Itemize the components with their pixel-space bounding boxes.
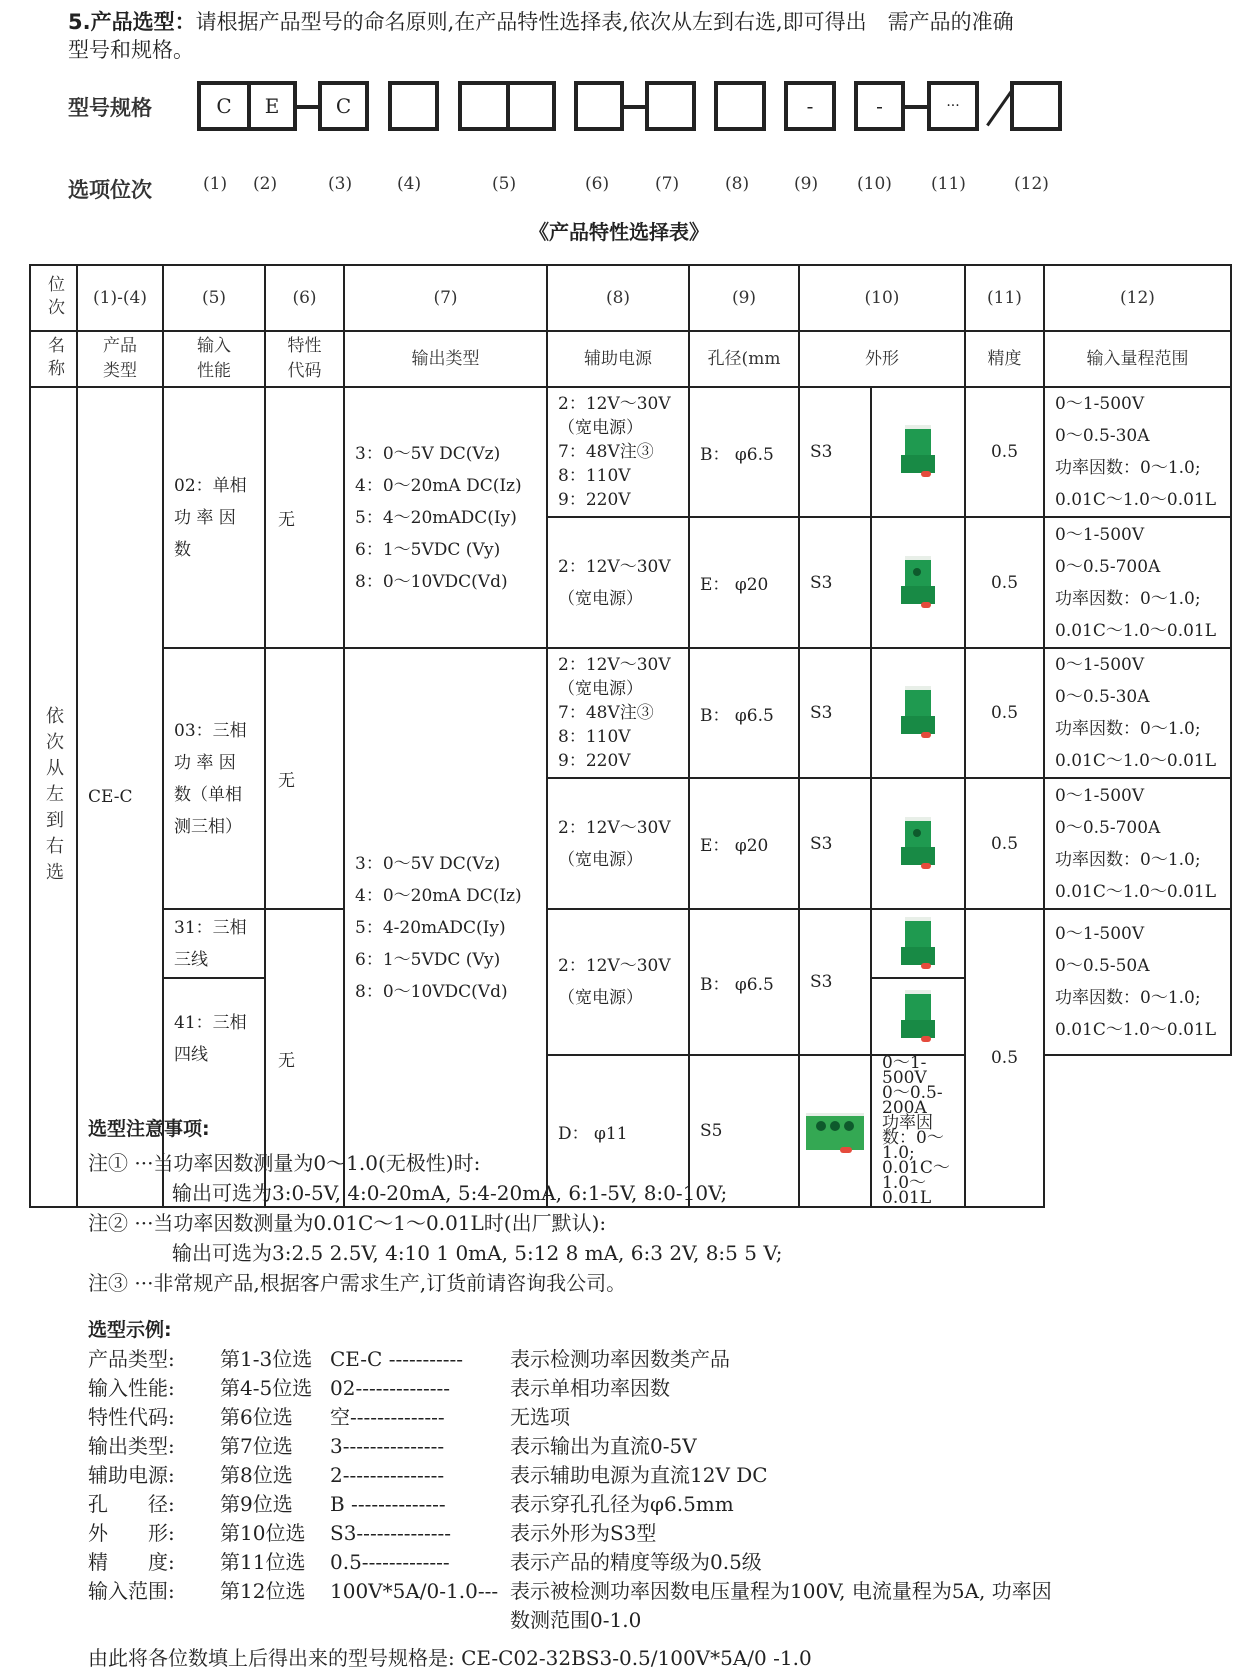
example-v: 2--------------- <box>330 1463 445 1487</box>
range-line: 0～0.5-200A <box>882 1083 943 1118</box>
model-box-8 <box>714 81 766 131</box>
example-d: 表示穿孔孔径为φ6.5mm <box>510 1492 734 1516</box>
device-s3-icon <box>901 917 935 971</box>
model-dash <box>903 105 929 109</box>
header-row-names <box>30 331 1231 387</box>
model-box-7 <box>645 81 696 131</box>
example-p: 第10位选 <box>220 1521 306 1545</box>
position-10: (10) <box>857 174 892 194</box>
header-row-positions <box>30 265 1231 331</box>
shape-image <box>871 978 965 1055</box>
input-performance-31 <box>163 909 265 978</box>
model-label: 型号规格 <box>68 96 152 120</box>
input-line: 测三相） <box>174 816 242 837</box>
input-line: 41：三相 <box>174 1013 247 1033</box>
input-range <box>871 1055 965 1207</box>
example-k: 输入性能: <box>88 1376 175 1400</box>
hole-diameter: B： φ6.5 <box>689 387 799 517</box>
range-line: 0～1-500V <box>1055 785 1145 806</box>
example-d: 表示检测功率因数类产品 <box>510 1347 730 1371</box>
model-box-10: - <box>854 81 905 131</box>
aux-power <box>547 648 689 778</box>
example-continuation: 数测范围0-1.0 <box>510 1608 642 1632</box>
range-line: 功率因数：0～1.0; <box>1055 588 1201 609</box>
example-k: 孔 径: <box>88 1492 175 1516</box>
example-k: 外 形: <box>88 1521 175 1545</box>
shape-image <box>871 517 965 648</box>
product-type: CE-C <box>77 387 163 1207</box>
header-cell: 输出类型 <box>344 331 547 387</box>
example-v: 02-------------- <box>330 1376 451 1400</box>
example-p: 第12位选 <box>220 1579 306 1603</box>
output-option: 4：0～20mA DC(Iz) <box>355 885 522 906</box>
device-s5-icon <box>800 1107 870 1155</box>
example-d: 无选项 <box>510 1405 570 1429</box>
example-p: 第8位选 <box>220 1463 293 1487</box>
input-line: 03：三相 <box>174 720 247 741</box>
position-6: (6) <box>585 174 610 194</box>
feature-code: 无 <box>265 648 344 909</box>
output-option: 8：0～10VDC(Vd) <box>355 981 508 1002</box>
model-box-4 <box>388 81 439 131</box>
example-d: 表示产品的精度等级为0.5级 <box>510 1550 762 1574</box>
range-line: 0～1-500V <box>1055 524 1145 545</box>
example-d: 表示输出为直流0-5V <box>510 1434 697 1458</box>
output-option: 5：4～20mADC(Iy) <box>355 507 517 528</box>
hole-diameter: B： φ6.5 <box>689 909 799 1055</box>
power-option: （宽电源） <box>558 988 643 1008</box>
device-s3-icon <box>901 817 935 871</box>
note-3: 注③ ···非常规产品,根据客户需求生产,订货前请咨询我公司。 <box>88 1271 627 1295</box>
input-line: 数 <box>174 539 191 560</box>
example-p: 第11位选 <box>220 1550 306 1574</box>
hole-diameter: E： φ20 <box>689 778 799 909</box>
output-option: 3：0～5V DC(Vz) <box>355 443 501 464</box>
power-option: 2：12V～30V <box>558 655 671 675</box>
position-8: (8) <box>725 174 750 194</box>
range-line: 0～1-500V <box>1055 655 1145 675</box>
model-box-11: ··· <box>927 81 979 131</box>
range-line: 功率因数：0～1.0; <box>1055 719 1201 739</box>
header-cell: (12) <box>1044 265 1231 331</box>
example-v: S3-------------- <box>330 1521 452 1545</box>
input-line: 数（单相 <box>174 784 242 805</box>
output-option: 6：1～5VDC (Vy) <box>355 539 501 560</box>
header-cell: 产品类型 <box>77 331 163 387</box>
output-option: 6：1～5VDC (Vy) <box>355 949 501 970</box>
intro-text-2: 型号和规格。 <box>68 38 194 62</box>
power-option: 2：12V～30V <box>558 556 671 577</box>
model-dash <box>295 105 319 109</box>
shape-code: S3 <box>799 909 871 1055</box>
range-line: 0～0.5-700A <box>1055 556 1161 577</box>
example-row <box>88 1577 1052 1606</box>
device-s3-icon <box>901 425 935 479</box>
range-line: 功率因数：0～1.0; <box>1055 458 1201 478</box>
table-caption: 《产品特性选择表》 <box>529 220 709 244</box>
power-option: 9：220V <box>558 751 631 771</box>
shape-image <box>871 909 965 978</box>
position-12: (12) <box>1014 174 1049 194</box>
note-2: 注② ···当功率因数测量为0.01C～1～0.01L时(出厂默认): <box>88 1211 607 1235</box>
model-box-12 <box>1010 81 1062 131</box>
precision: 0.5 <box>965 387 1044 517</box>
example-row <box>88 1461 1052 1490</box>
note-2-detail: 输出可选为3:2.5 2.5V, 4:10 1 0mA, 5:12 8 mA, 6:3 2V, 8:5 5 V; <box>172 1241 783 1265</box>
header-cell: 特性代码 <box>265 331 344 387</box>
header-cell: 辅助电源 <box>547 331 689 387</box>
example-title: 选型示例: <box>88 1319 172 1341</box>
example-k: 产品类型: <box>88 1347 175 1371</box>
output-option: 8：0～10VDC(Vd) <box>355 571 508 592</box>
notes-section <box>88 1114 783 1298</box>
example-section <box>88 1316 1052 1635</box>
power-option: 2：12V～30V <box>558 956 671 976</box>
header-cell: (1)-(4) <box>77 265 163 331</box>
shape-code: S3 <box>799 517 871 648</box>
precision: 0.5 <box>965 778 1044 909</box>
model-dash <box>622 105 647 109</box>
selection-table <box>29 264 1232 1208</box>
feature-code: 无 <box>265 909 344 1207</box>
input-range <box>1044 387 1231 517</box>
input-range <box>1044 517 1231 648</box>
input-line: 四线 <box>174 1045 208 1065</box>
input-line: 三线 <box>174 949 208 970</box>
example-k: 输入范围: <box>88 1579 175 1603</box>
shape-image <box>871 387 965 517</box>
model-box-9: - <box>784 81 836 131</box>
example-p: 第4-5位选 <box>220 1376 313 1400</box>
position-9: (9) <box>794 174 819 194</box>
header-cell: (10) <box>799 265 965 331</box>
shape-code: S3 <box>799 778 871 909</box>
example-d: 表示辅助电源为直流12V DC <box>510 1463 768 1487</box>
range-line: 0.01C～1.0～0.01L <box>1055 881 1217 902</box>
note-1-detail: 输出可选为3:0-5V, 4:0-20mA, 5:4-20mA, 6:1-5V, 8:0-10V; <box>172 1181 728 1205</box>
power-option: （宽电源） <box>558 588 643 609</box>
header-cell: 位次 <box>30 265 77 331</box>
power-option: 8：110V <box>558 466 631 486</box>
power-option: （宽电源） <box>558 418 643 438</box>
position-2: (2) <box>253 174 278 194</box>
example-v: CE-C ----------- <box>330 1347 464 1371</box>
shape-code: S5 <box>689 1055 799 1207</box>
position-4: (4) <box>397 174 422 194</box>
device-s3-icon <box>901 686 935 740</box>
range-line: 0～1-500V <box>882 1053 927 1088</box>
final-model: 由此将各位数填上后得出来的型号规格是: CE-C02-32BS3-0.5/100V*5A/0 -1.0 <box>88 1646 812 1670</box>
range-line: 0～1-500V <box>1055 924 1145 944</box>
aux-power <box>547 909 689 1055</box>
example-v: 100V*5A/0-1.0--- <box>330 1579 499 1603</box>
example-d: 表示单相功率因数 <box>510 1376 670 1400</box>
intro-heading: 5.产品选型： <box>68 10 196 34</box>
output-option: 4：0～20mA DC(Iz) <box>355 475 522 496</box>
model-box-6 <box>574 81 624 131</box>
precision: 0.5 <box>965 648 1044 778</box>
example-v: 0.5------------- <box>330 1550 450 1574</box>
input-range <box>1044 909 1231 1055</box>
header-cell: 外形 <box>799 331 965 387</box>
example-row <box>88 1403 1052 1432</box>
precision: 0.5 <box>965 909 1044 1207</box>
input-line: 功 率 因 <box>174 507 236 528</box>
example-row <box>88 1432 1052 1461</box>
model-box-5b <box>506 81 556 131</box>
hole-diameter: B： φ6.5 <box>689 648 799 778</box>
range-line: 0～1-500V <box>1055 394 1145 414</box>
aux-power <box>547 778 689 909</box>
range-line: 功率因数：0～1.0; <box>882 1113 944 1163</box>
positions-label: 选项位次 <box>68 178 152 202</box>
example-k: 精 度: <box>88 1550 175 1574</box>
power-option: 9：220V <box>558 490 631 510</box>
example-p: 第7位选 <box>220 1434 293 1458</box>
table-row <box>30 648 1231 778</box>
range-line: 0.01C～1.0～0.01L <box>882 1158 950 1208</box>
example-row <box>88 1374 1052 1403</box>
example-d: 表示被检测功率因数电压量程为100V, 电流量程为5A, 功率因 <box>510 1579 1052 1603</box>
header-cell: (7) <box>344 265 547 331</box>
model-box-2: E <box>247 81 297 131</box>
header-cell: (6) <box>265 265 344 331</box>
intro-text: 请根据产品型号的命名原则,在产品特性选择表,依次从左到右选,即可得出 需产品的准确 <box>195 10 1014 34</box>
input-line: 功 率 因 <box>174 752 236 773</box>
example-row <box>88 1345 1052 1374</box>
range-line: 0.01C～1.0～0.01L <box>1055 1020 1217 1040</box>
output-option: 3：0～5V DC(Vz) <box>355 853 501 874</box>
range-line: 功率因数：0～1.0; <box>1055 988 1201 1008</box>
header-cell: 输入量程范围 <box>1044 331 1231 387</box>
aux-power <box>547 517 689 648</box>
position-5: (5) <box>492 174 517 194</box>
header-cell: (8) <box>547 265 689 331</box>
model-box-3: C <box>318 81 369 131</box>
power-option: 7：48V注③ <box>558 442 654 462</box>
position-3: (3) <box>328 174 353 194</box>
header-cell: 孔径(mm <box>689 331 799 387</box>
range-line: 0～0.5-50A <box>1055 956 1150 976</box>
header-cell: (9) <box>689 265 799 331</box>
position-11: (11) <box>931 174 966 194</box>
range-line: 0.01C～1.0～0.01L <box>1055 620 1217 641</box>
range-line: 0.01C～1.0～0.01L <box>1055 751 1217 771</box>
shape-image <box>799 1055 871 1207</box>
power-option: 8：110V <box>558 727 631 747</box>
example-k: 特性代码: <box>88 1405 175 1429</box>
input-range <box>1044 778 1231 909</box>
shape-code: S3 <box>799 648 871 778</box>
power-option: 2：12V～30V <box>558 394 671 414</box>
feature-code: 无 <box>265 387 344 648</box>
precision: 0.5 <box>965 517 1044 648</box>
table-row <box>30 387 1231 517</box>
example-k: 辅助电源: <box>88 1463 175 1487</box>
side-label: 依次从左到右选 <box>30 387 77 1207</box>
power-option: 2：12V～30V <box>558 817 671 838</box>
range-line: 0.01C～1.0～0.01L <box>1055 490 1217 510</box>
range-line: 0～0.5-30A <box>1055 426 1150 446</box>
hole-diameter: D： φ11 <box>547 1055 689 1207</box>
range-line: 功率因数：0～1.0; <box>1055 849 1201 870</box>
power-option: （宽电源） <box>558 849 643 870</box>
example-p: 第9位选 <box>220 1492 293 1516</box>
input-line: 31：三相 <box>174 917 247 938</box>
range-line: 0～0.5-700A <box>1055 817 1161 838</box>
table-row <box>30 909 1231 978</box>
range-line: 0～0.5-30A <box>1055 687 1150 707</box>
shape-image <box>871 648 965 778</box>
example-p: 第1-3位选 <box>220 1347 313 1371</box>
power-option: （宽电源） <box>558 679 643 699</box>
example-p: 第6位选 <box>220 1405 293 1429</box>
example-v: B -------------- <box>330 1492 446 1516</box>
model-box-5a <box>458 81 510 131</box>
shape-code: S3 <box>799 387 871 517</box>
example-v: 3--------------- <box>330 1434 445 1458</box>
example-k: 输出类型: <box>88 1434 175 1458</box>
example-v: 空-------------- <box>330 1405 445 1429</box>
header-cell: (11) <box>965 265 1044 331</box>
device-s3-icon <box>901 556 935 610</box>
aux-power <box>547 387 689 517</box>
intro-paragraph <box>68 8 1168 64</box>
header-cell: 输入性能 <box>163 331 265 387</box>
input-line: 02：单相 <box>174 475 247 496</box>
device-s3-icon <box>901 990 935 1044</box>
model-box-1: C <box>197 81 251 131</box>
example-row <box>88 1519 1052 1548</box>
position-1: (1) <box>203 174 228 194</box>
notes-title: 选型注意事项: <box>88 1118 210 1140</box>
note-1: 注① ···当功率因数测量为0～1.0(无极性)时: <box>88 1151 481 1175</box>
header-cell: 名称 <box>30 331 77 387</box>
power-option: 7：48V注③ <box>558 703 654 723</box>
input-range <box>1044 648 1231 778</box>
example-row <box>88 1548 1052 1577</box>
input-performance-02 <box>163 387 265 648</box>
example-row <box>88 1490 1052 1519</box>
shape-image <box>871 778 965 909</box>
hole-diameter: E： φ20 <box>689 517 799 648</box>
input-performance-03 <box>163 648 265 909</box>
header-cell: (5) <box>163 265 265 331</box>
example-d: 表示外形为S3型 <box>510 1521 657 1545</box>
output-option: 5：4-20mADC(Iy) <box>355 917 506 938</box>
header-cell: 精度 <box>965 331 1044 387</box>
position-7: (7) <box>655 174 680 194</box>
output-types <box>344 387 547 648</box>
